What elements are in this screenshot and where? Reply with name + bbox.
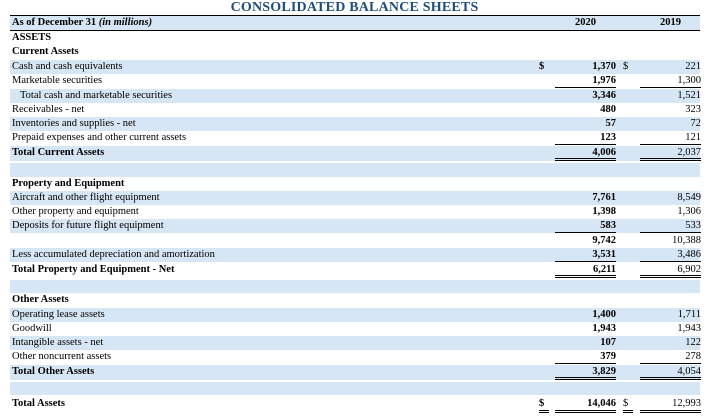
value-2020: 1,398 — [592, 206, 616, 217]
table-row — [10, 205, 700, 219]
value-2019: 1,943 — [677, 323, 701, 334]
value-2020: 379 — [555, 350, 616, 364]
table-row-total-assets — [10, 397, 700, 413]
value-2019: 278 — [640, 350, 701, 364]
value-2019: 122 — [685, 337, 701, 348]
other-assets-heading: Other Assets — [12, 294, 69, 305]
value-2020: 9,742 — [592, 235, 616, 246]
value-2020: 3,346 — [592, 90, 616, 101]
table-row — [10, 117, 700, 131]
value-2019: 3,486 — [640, 248, 701, 262]
value-2019: 8,549 — [677, 192, 701, 203]
row-label: Total cash and marketable securities — [20, 90, 173, 101]
value-2019: 10,388 — [672, 235, 701, 246]
table-header — [10, 15, 700, 31]
row-label: Operating lease assets — [12, 309, 105, 320]
value-2019: 2,037 — [640, 146, 701, 161]
row-label: Marketable securities — [12, 75, 103, 86]
value-2020: 583 — [555, 219, 616, 233]
row-label: Total Other Assets — [12, 366, 95, 377]
value-2019: 323 — [685, 104, 701, 115]
value-2020: 3,531 — [555, 248, 616, 262]
value-2019: 1,306 — [677, 206, 701, 217]
table-row — [10, 219, 700, 233]
value-2020: 57 — [605, 118, 616, 129]
table-row — [10, 191, 700, 205]
units-text: (in millions) — [98, 17, 153, 28]
currency-2020: $ — [539, 61, 545, 72]
row-label: Other property and equipment — [12, 206, 139, 217]
current-assets-heading: Current Assets — [12, 46, 79, 57]
value-2019: 4,054 — [640, 365, 701, 380]
spacer-row — [10, 163, 700, 177]
value-2019: 533 — [640, 219, 701, 233]
table-row — [10, 131, 700, 145]
table-row — [10, 74, 700, 88]
value-2019: 1,521 — [677, 90, 701, 101]
row-label: Prepaid expenses and other current assets — [12, 132, 187, 143]
value-2020: 1,400 — [592, 309, 616, 320]
value-2019: 1,300 — [640, 74, 701, 88]
section-ppe — [10, 177, 700, 191]
row-label: Goodwill — [12, 323, 52, 334]
value-2019: 12,993 — [640, 397, 701, 413]
value-2020: 1,370 — [592, 61, 616, 72]
row-label: Inventories and supplies - net — [12, 118, 136, 129]
table-row — [10, 308, 700, 322]
row-label: Intangible assets - net — [12, 337, 104, 348]
table-row — [10, 248, 700, 262]
row-label: Cash and cash equivalents — [12, 61, 123, 72]
as-of-text: As of December 31 — [12, 17, 99, 28]
value-2020: 107 — [600, 337, 616, 348]
table-row — [10, 365, 700, 380]
as-of-label — [12, 16, 152, 30]
row-label: Deposits for future flight equipment — [12, 220, 164, 231]
year-2020-header: 2020 — [575, 17, 596, 28]
row-label: Total Property and Equipment - Net — [12, 264, 175, 275]
value-2020: 14,046 — [555, 397, 616, 413]
table-row — [10, 263, 700, 278]
value-2020: 1,943 — [592, 323, 616, 334]
row-label: Total Assets — [12, 398, 65, 409]
row-label: Other noncurrent assets — [12, 351, 112, 362]
value-2019: 221 — [685, 61, 701, 72]
table-row — [10, 103, 700, 117]
value-2020: 3,829 — [555, 365, 616, 380]
currency-2019: $ — [623, 397, 633, 413]
table-row — [10, 146, 700, 161]
section-current-assets — [10, 45, 700, 59]
value-2020: 4,006 — [555, 146, 616, 161]
currency-2020: $ — [539, 397, 549, 413]
table-row — [10, 234, 700, 248]
value-2019: 121 — [640, 131, 701, 145]
value-2019: 1,711 — [677, 309, 701, 320]
value-2020: 123 — [555, 131, 616, 145]
ppe-heading: Property and Equipment — [12, 178, 125, 189]
row-label: Less accumulated depreciation and amortization — [12, 249, 215, 260]
value-2020: 6,211 — [555, 263, 616, 278]
table-row — [10, 322, 700, 336]
value-2020: 1,976 — [555, 74, 616, 88]
row-label: Receivables - net — [12, 104, 85, 115]
table-row — [10, 336, 700, 350]
section-other-assets — [10, 293, 700, 307]
assets-heading: ASSETS — [12, 32, 52, 43]
spacer-row — [10, 382, 700, 395]
value-2019: 72 — [690, 118, 701, 129]
table-row — [10, 350, 700, 364]
value-2020: 480 — [600, 104, 616, 115]
spacer-row — [10, 280, 700, 293]
section-assets — [10, 31, 700, 45]
page-title: CONSOLIDATED BALANCE SHEETS — [230, 0, 479, 15]
table-row — [10, 60, 700, 74]
currency-2019: $ — [623, 61, 629, 72]
year-2019-header: 2019 — [660, 17, 681, 28]
row-label: Aircraft and other flight equipment — [12, 192, 160, 203]
value-2020: 7,761 — [592, 192, 616, 203]
value-2019: 6,902 — [640, 263, 701, 278]
row-label: Total Current Assets — [12, 147, 105, 158]
table-row — [10, 89, 700, 103]
